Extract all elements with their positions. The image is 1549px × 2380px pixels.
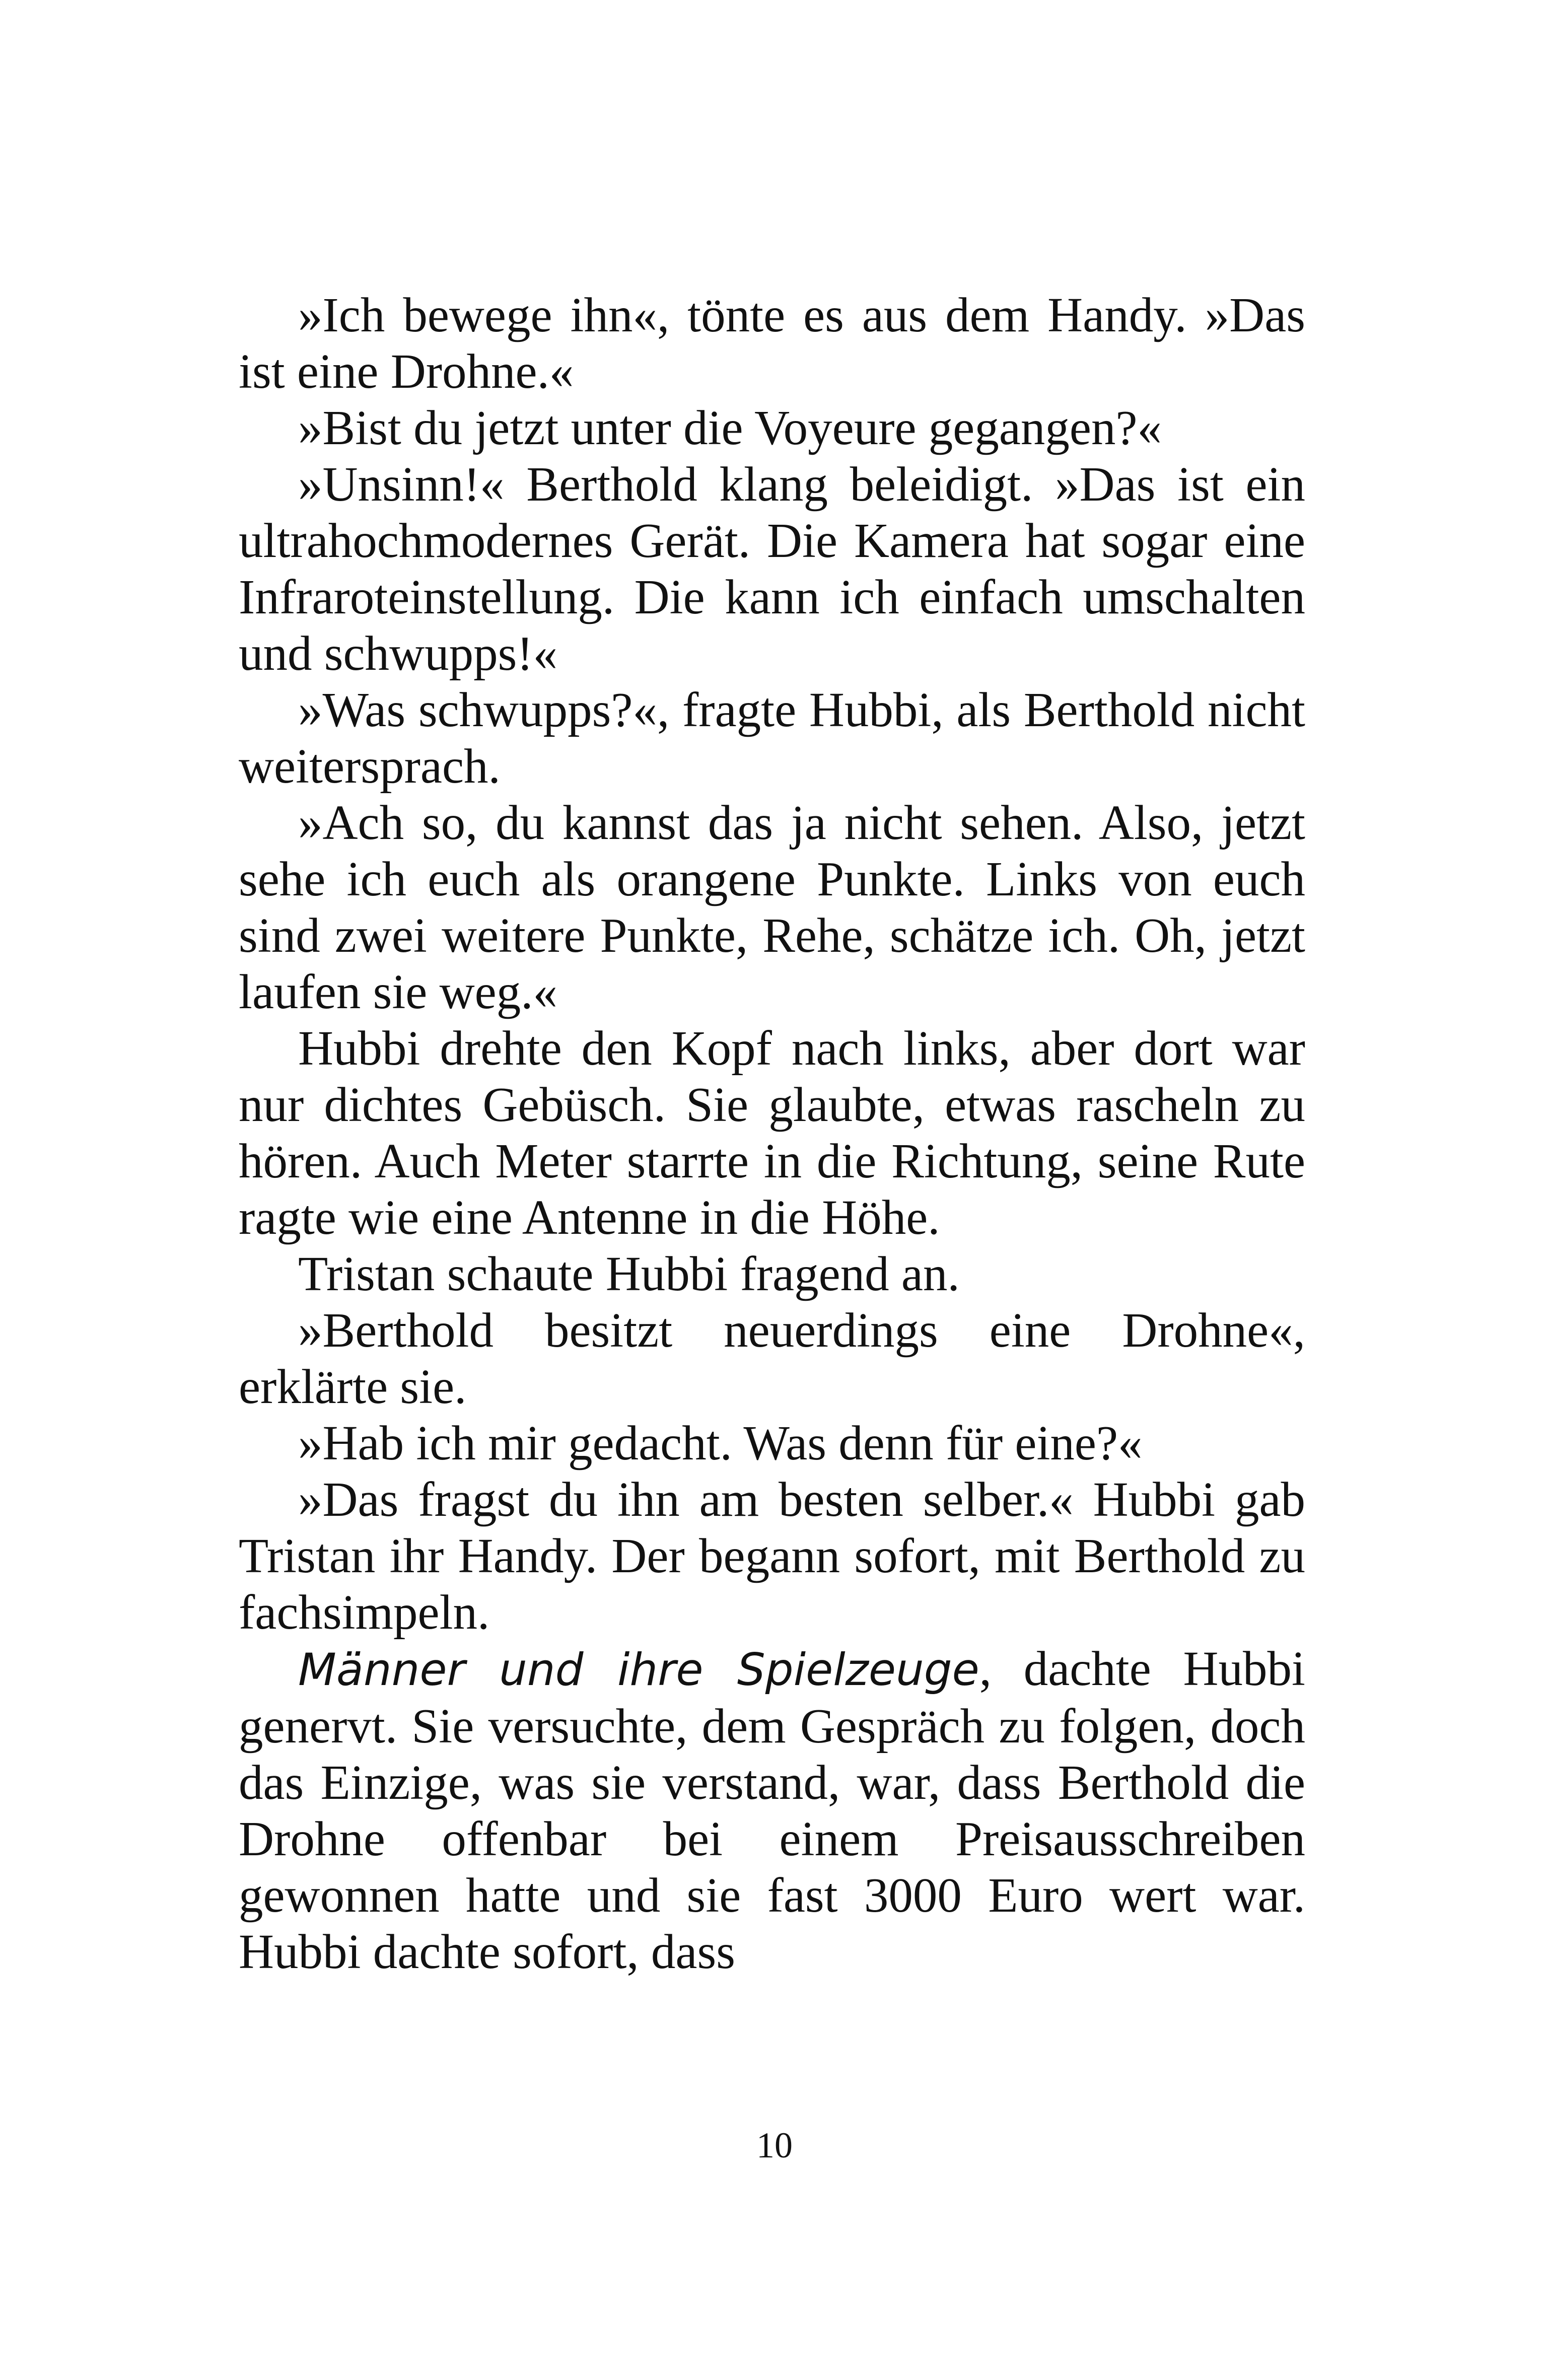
paragraph: »Das fragst du ihn am besten selber.« Hubbi gab Tristan ihr Handy. Der begann sofort, mit Berthold zu fachsimpeln. [239, 1473, 1305, 1639]
paragraph: »Ach so, du kannst das ja nicht sehen. Also, jetzt sehe ich euch als orangene Punkte. Links von euch sind zwei weitere Punkte, Rehe, schätze ich. Oh, jetzt laufen sie weg.« [239, 796, 1305, 1019]
body-text [239, 287, 1305, 1980]
paragraph: »Bist du jetzt unter die Voyeure gegangen?« [298, 401, 1162, 455]
paragraph: »Berthold besitzt neuerdings eine Drohne«, erklärte sie. [239, 1303, 1305, 1414]
page-number: 10 [756, 2125, 793, 2165]
paragraph: Tristan schaute Hubbi fragend an. [298, 1247, 960, 1301]
paragraph-continuation: , dachte Hubbi genervt. Sie versuchte, dem Gespräch zu folgen, doch das Einzige, was sie verstand, war, dass Berthold die Drohne offenbar bei einem Preisausschreiben gewonnen hatte und sie fast 3000 Euro wert war. Hubbi dachte sofort, dass [239, 1642, 1305, 1979]
paragraph: Hubbi drehte den Kopf nach links, aber dort war nur dichtes Gebüsch. Sie glaubte, etwas rascheln zu hören. Auch Meter starrte in die Richtung, seine Rute ragte wie eine Antenne in die Höhe. [239, 1021, 1305, 1244]
paragraph: »Unsinn!« Berthold klang beleidigt. »Das ist ein ultrahochmodernes Gerät. Die Kamera hat sogar eine Infraroteinstellung. Die kann ich einfach umschalten und schwupps!« [239, 457, 1305, 680]
paragraph-last [239, 1641, 1305, 1980]
paragraph: »Hab ich mir gedacht. Was denn für eine?« [298, 1416, 1143, 1470]
paragraph: »Was schwupps?«, fragte Hubbi, als Berthold nicht weitersprach. [239, 683, 1305, 793]
paragraph: »Ich bewege ihn«, tönte es aus dem Handy. »Das ist eine Drohne.« [239, 288, 1305, 398]
emphasized-thought: Männer und ihre Spielzeuge [298, 1644, 979, 1696]
